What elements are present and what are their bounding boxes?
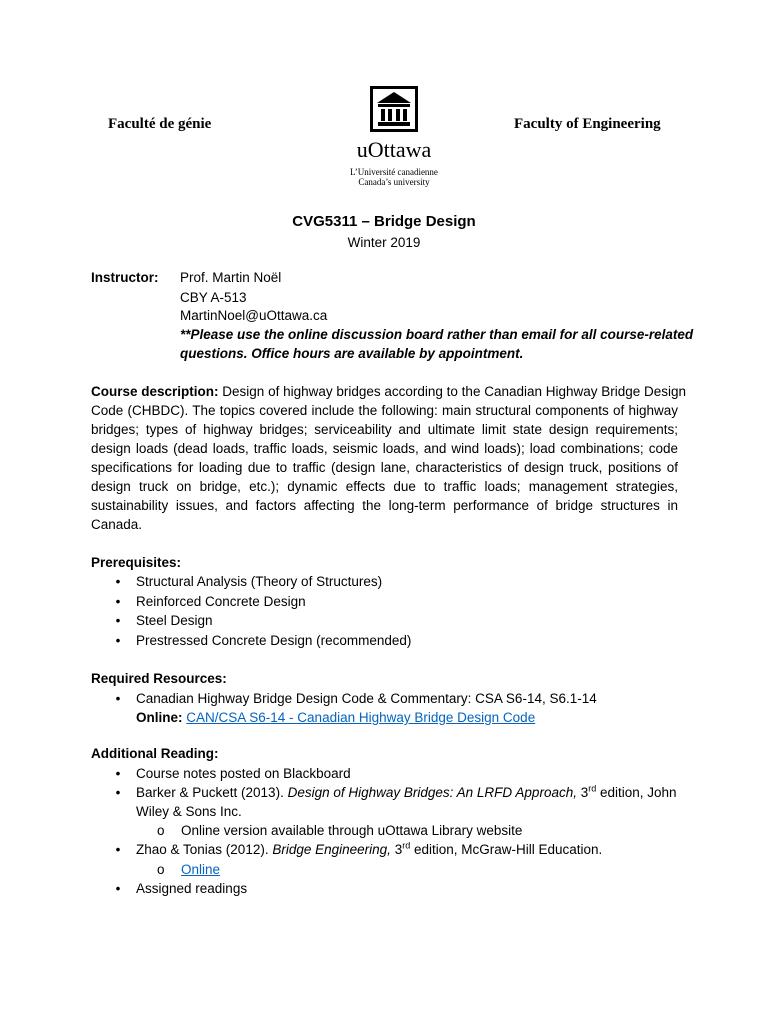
bullet-icon: • bbox=[115, 594, 121, 609]
bullet-icon: • bbox=[115, 691, 121, 706]
faculty-name-french: Faculté de génie bbox=[108, 116, 212, 132]
reading-item-continued: Wiley & Sons Inc. bbox=[136, 804, 242, 819]
description-line-2: Code (CHBDC). The topics covered include the following: main structural components of highway bbox=[91, 403, 678, 418]
description-line-7: sustainability issues, and factors affecting the long-term performance of bridge structures in bbox=[91, 498, 678, 513]
resources-label: Required Resources: bbox=[91, 671, 227, 686]
bullet-icon: • bbox=[115, 574, 121, 589]
bullet-icon: • bbox=[115, 842, 121, 857]
instructor-email: MartinNoel@uOttawa.ca bbox=[180, 308, 328, 323]
reading-label: Additional Reading: bbox=[91, 746, 219, 761]
bullet-icon: • bbox=[115, 881, 121, 896]
logo-tagline-english: Canada’s university bbox=[358, 177, 430, 187]
resource-item: Canadian Highway Bridge Design Code & Commentary: CSA S6-14, S6.1-14 bbox=[136, 691, 597, 706]
description-label: Course description: bbox=[91, 384, 219, 399]
description-line-1: Course description: Design of highway bridges according to the Canadian Highway Bridge Design bbox=[91, 384, 687, 399]
description-line-4: design loads (dead loads, traffic loads, seismic loads, and wind loads); load combinations; code bbox=[91, 441, 678, 456]
logo-tagline-french: L’Université canadienne bbox=[350, 167, 438, 177]
reading-item: Zhao & Tonias (2012). Bridge Engineering, 3rd edition, McGraw-Hill Education. bbox=[136, 840, 603, 857]
course-term: Winter 2019 bbox=[347, 235, 421, 250]
resource-online-line bbox=[136, 708, 535, 727]
online-link[interactable]: Online bbox=[181, 862, 221, 877]
prerequisite-item: Structural Analysis (Theory of Structures) bbox=[136, 574, 383, 589]
reading-item: Course notes posted on Blackboard bbox=[136, 766, 351, 781]
prerequisite-item: Steel Design bbox=[136, 613, 213, 628]
reading-sub-item bbox=[181, 860, 220, 879]
instructor-note-line-1: **Please use the online discussion board rather than email for all course-related bbox=[180, 327, 694, 342]
description-line-6: design truck on bridge, etc.); dynamic effects due to traffic loads; management strategies, bbox=[91, 479, 678, 494]
instructor-office: CBY A-513 bbox=[180, 290, 247, 305]
csa-code-link[interactable]: CAN/CSA S6-14 - Canadian Highway Bridge Design Code bbox=[186, 710, 536, 725]
bullet-icon: • bbox=[115, 766, 121, 781]
bullet-icon: • bbox=[115, 633, 121, 648]
instructor-label: Instructor: bbox=[91, 270, 159, 285]
online-label: Online: bbox=[136, 710, 183, 725]
bullet-icon: • bbox=[115, 613, 121, 628]
instructor-note-line-2: questions. Office hours are available by appointment. bbox=[180, 346, 524, 361]
prerequisites-label: Prerequisites: bbox=[91, 555, 182, 570]
faculty-name-english: Faculty of Engineering bbox=[514, 116, 661, 132]
uottawa-wordmark: uOttawa bbox=[356, 137, 432, 162]
prerequisite-item: Prestressed Concrete Design (recommended) bbox=[136, 633, 412, 648]
prerequisite-item: Reinforced Concrete Design bbox=[136, 594, 306, 609]
uottawa-building-logo-icon bbox=[370, 86, 418, 132]
sub-bullet-icon: o bbox=[157, 862, 165, 877]
description-line-3: bridges; types of highway bridges; serviceability and ultimate limit state design requirements; bbox=[91, 422, 678, 437]
bullet-icon: • bbox=[115, 785, 121, 800]
instructor-name: Prof. Martin Noël bbox=[180, 270, 282, 285]
description-line-5: specifications for loading due to traffic (design lane, characteristics of design truck, positions of bbox=[91, 460, 678, 475]
reading-item: Assigned readings bbox=[136, 881, 248, 896]
reading-sub-item: Online version available through uOttawa Library website bbox=[181, 823, 523, 838]
reading-item: Barker & Puckett (2013). Design of Highway Bridges: An LRFD Approach, 3rd edition, John bbox=[136, 783, 677, 800]
sub-bullet-icon: o bbox=[157, 823, 165, 838]
description-line-8: Canada. bbox=[91, 517, 143, 532]
course-title: CVG5311 – Bridge Design bbox=[292, 213, 476, 230]
